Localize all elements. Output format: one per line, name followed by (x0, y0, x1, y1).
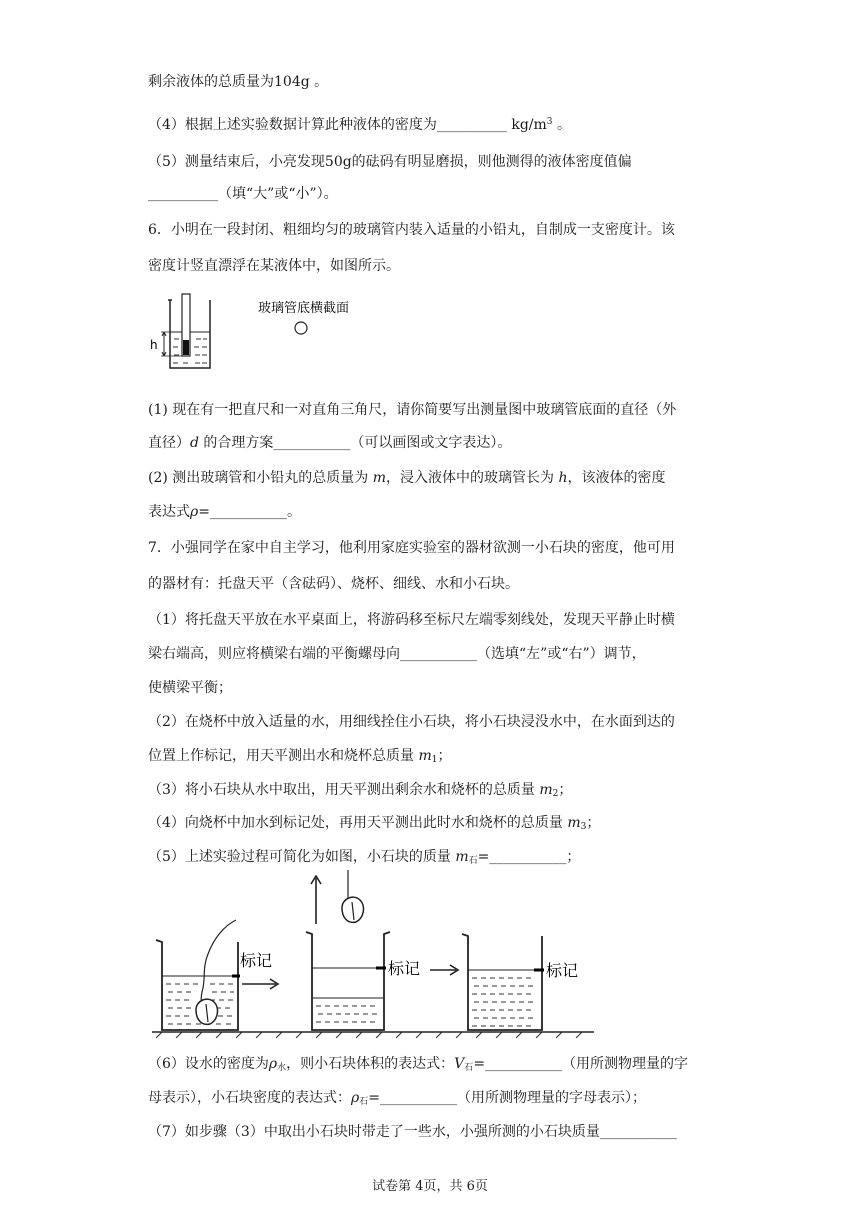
superscript: 3 (546, 117, 553, 127)
mark-label-3: 标记 (546, 961, 579, 980)
variable: d (190, 435, 199, 451)
text: =___________。 (198, 504, 301, 520)
text-line (148, 1088, 646, 1112)
text: 位置上作标记，用天平测出水和烧杯总质量 (148, 748, 419, 764)
text-line: 剩余液体的总质量为104g 。 (148, 74, 329, 90)
cross-section-caption: 玻璃管底横截面 (258, 301, 350, 316)
text-line: 梁右端高，则应将横梁右端的平衡螺母向___________（选填“左”或“右”）调节， (148, 646, 646, 662)
text: ； (437, 748, 452, 764)
text-line (148, 433, 511, 453)
text-line: 的器材有：托盘天平（含砝码）、烧杯、细线、水和小石块。 (148, 576, 519, 592)
subscript: 3 (580, 822, 587, 832)
variable: V (454, 1056, 465, 1072)
variable: ρ (190, 504, 199, 520)
mark-label-2: 标记 (388, 959, 421, 978)
variable: h (558, 470, 568, 486)
variable: ρ (268, 1056, 278, 1072)
text: =___________； (477, 849, 581, 865)
variable: m (455, 849, 469, 865)
text: 。 (552, 117, 571, 133)
text: =___________（用所测物理量的字母表示）； (368, 1090, 646, 1106)
density-meter-diagram (148, 292, 388, 376)
question-4-4 (148, 112, 571, 135)
subscript: 石 (468, 856, 478, 866)
question-7-4 (148, 813, 600, 837)
question-7-2: （2）在烧杯中放入适量的水，用细线拴住小石块，将小石块浸没水中，在水面到达的 (148, 714, 675, 730)
text: 直径） (148, 435, 190, 451)
question-6: 6．小明在一段封闭、粗细均匀的玻璃管内装入适量的小铅丸，自制成一支密度计。该 (148, 222, 675, 238)
question-7-7: （7）如步骤（3）中取出小石块时带走了一些水，小强所测的小石块质量___________ (148, 1124, 677, 1140)
text: （4）向烧杯中加水到标记处，再用天平测出此时水和烧杯的总质量 (148, 815, 568, 831)
variable: ρ (351, 1090, 360, 1106)
text: =___________（用所测物理量的字 (473, 1056, 689, 1072)
text: ，该液体的密度 (567, 470, 666, 486)
text: 的合理方案___________（可以画图或文字表达）。 (198, 435, 512, 451)
text: ； (586, 815, 601, 831)
text-line: 密度计竖直漂浮在某液体中，如图所示。 (148, 258, 400, 274)
question-7-1: （1）将托盘天平放在水平桌面上，将游码移至标尺左端零刻线处，发现天平静止时横 (148, 612, 675, 628)
text-line (148, 502, 301, 522)
variable: m (567, 815, 581, 831)
text: ，浸入液体中的玻璃管长为 (386, 470, 559, 486)
text-line (148, 746, 451, 770)
stone-experiment-figure (148, 868, 598, 1038)
text-line: __________（填“大”或“小”）。 (148, 186, 338, 202)
text: ； (558, 782, 573, 798)
variable: m (418, 748, 432, 764)
question-7-6 (148, 1054, 688, 1078)
text: （3）将小石块从水中取出，用天平测出剩余水和烧杯的总质量 (148, 782, 540, 798)
subscript: 石 (464, 1063, 474, 1073)
question-7-3 (148, 780, 572, 804)
question-6-1: (1) 现在有一把直尺和一对直角三角尺，请你简要写出测量图中玻璃管底面的直径（外 (148, 402, 677, 418)
question-7: 7．小强同学在家中自主学习，他利用家庭实验室的器材欲测一小石块的密度，他可用 (148, 540, 675, 556)
question-6-2 (148, 468, 666, 488)
page-footer: 试卷第 4页，共 6页 (372, 1179, 488, 1194)
text: （4）根据上述实验数据计算此种液体的密度为__________ kg/m (148, 117, 547, 133)
subscript: 水 (277, 1063, 287, 1073)
subscript: 石 (359, 1097, 369, 1107)
mark-label-1: 标记 (240, 951, 273, 970)
question-4-5: （5）测量结束后，小亮发现50g的砝码有明显磨损，则他测得的液体密度值偏 (148, 154, 632, 170)
density-meter-figure (148, 292, 388, 376)
text: 表达式 (148, 504, 190, 520)
text: （5）上述实验过程可简化为如图，小石块的质量 (148, 849, 456, 865)
h-label: h (150, 338, 158, 352)
text: (2) 测出玻璃管和小铅丸的总质量为 (148, 470, 373, 486)
variable: m (539, 782, 553, 798)
tube-cross-section (295, 322, 307, 334)
stone-experiment-diagram (148, 868, 598, 1038)
variable: m (372, 470, 387, 486)
text: 母表示），小石块密度的表达式： (148, 1090, 351, 1106)
subscript: 1 (431, 755, 438, 765)
subscript: 2 (552, 789, 559, 799)
text-line: 使横梁平衡； (148, 680, 232, 696)
text: （6）设水的密度为 (148, 1056, 269, 1072)
text: ，则小石块体积的表达式： (286, 1056, 455, 1072)
